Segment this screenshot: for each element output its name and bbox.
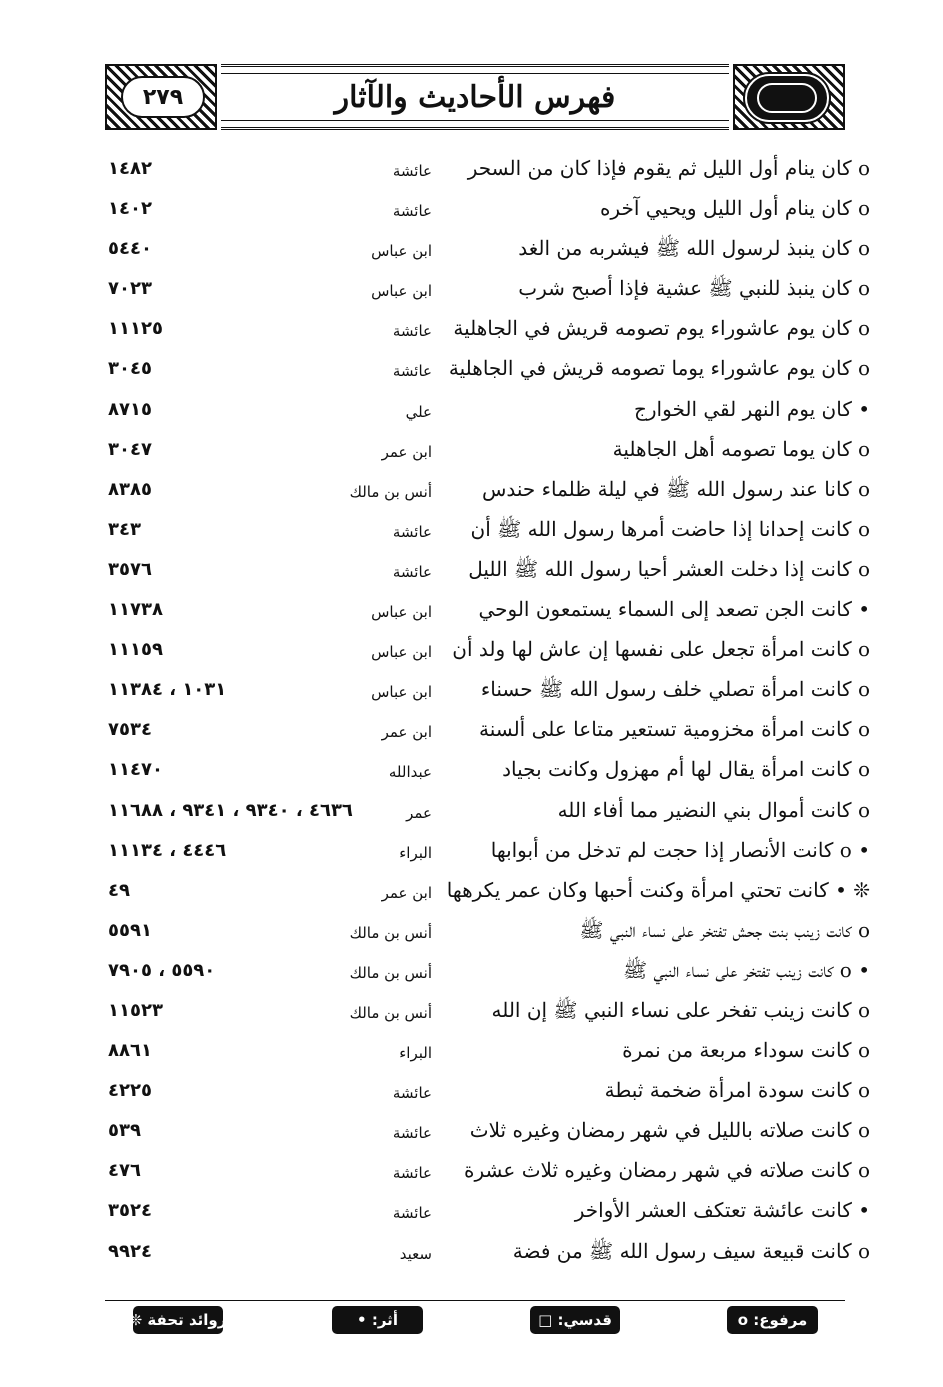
hadith-numbers: ٥٥٩٠ ، ٧٩٠٥ [108, 959, 216, 981]
list-item [100, 192, 870, 232]
list-item [100, 272, 870, 312]
hadith-text: o كانت سوداء مربعة من نمرة [622, 1038, 870, 1063]
list-item [100, 473, 870, 513]
narrator-name: أنس بن مالك [349, 482, 432, 501]
hadith-numbers: ٤٤٤٦ ، ١١١٣٤ [108, 839, 227, 861]
narrator-name: ابن عمر [381, 723, 432, 742]
narrator-name: علي [405, 402, 432, 421]
list-item [100, 673, 870, 713]
list-item [100, 753, 870, 793]
list-item [100, 713, 870, 753]
list-item [100, 994, 870, 1034]
hadith-numbers: ١١٧٣٨ [108, 599, 163, 621]
page-number: ٢٧٩ [121, 76, 205, 118]
hadith-text: o كانت زينب تفخر على نساء النبي ﷺ إن الله [491, 997, 870, 1022]
hadith-text: o كان يوما تصومه أهل الجاهلية [612, 436, 870, 461]
list-item [100, 1114, 870, 1154]
narrator-name: عائشة [392, 162, 432, 180]
hadith-numbers: ١١١٢٥ [108, 318, 163, 340]
hadith-text: ❊ • كانت تحتي امرأة وكنت أحبها وكان عمر يكرهها [446, 877, 870, 902]
narrator-name: عبدالله [388, 763, 432, 782]
narrator-name: سعيد [399, 1244, 432, 1263]
narrator-name: ابن عباس [371, 603, 432, 622]
hadith-text: o كانت امرأة تصلي خلف رسول الله ﷺ حسناء [480, 677, 870, 702]
hadith-numbers: ١١٤٧٠ [108, 759, 163, 781]
narrator-name: عائشة [392, 362, 432, 381]
narrator-name: أنس بن مالك [349, 963, 432, 982]
page-title: فهرس الأحاديث والآثار [334, 79, 616, 115]
hadith-numbers: ٤٧٦ [108, 1160, 141, 1182]
page-header [105, 64, 845, 132]
hadith-text: o كانا عند رسول الله ﷺ في ليلة ظلماء حندس [481, 476, 870, 501]
hadith-text: o كانت أموال بني النضير مما أفاء الله [557, 797, 870, 822]
hadith-text: o كانت امرأة تجعل على نفسها إن عاش لها ولد أن [452, 637, 870, 662]
hadith-numbers: ٣٥٧٦ [108, 558, 152, 580]
hadith-text: • كانت عائشة تعتكف العشر الأواخر [574, 1198, 870, 1223]
narrator-name: عائشة [392, 202, 432, 221]
hadith-numbers: ١٤٨٢ [108, 158, 152, 179]
narrator-name: ابن عباس [371, 242, 432, 261]
narrator-name: عائشة [392, 322, 432, 341]
hadith-text: o كان يوم عاشوراء يوما تصومه قريش في الجاهلية [448, 356, 870, 381]
hadith-text: o كانت قبيعة سيف رسول الله ﷺ من فضة [512, 1238, 870, 1263]
list-item [100, 513, 870, 553]
list-item [100, 232, 870, 272]
hadith-text: o كانت صلاته بالليل في شهر رمضان وغيره ثلاث [469, 1118, 870, 1143]
hadith-text: • كان يوم النهر لقي الخوارج [633, 396, 870, 421]
narrator-name: أنس بن مالك [349, 923, 432, 942]
hadith-text: o كانت سودة امرأة ضخمة ثبطة [604, 1078, 870, 1103]
emblem-inner-frame [757, 83, 817, 113]
list-item [100, 433, 870, 473]
list-item [100, 593, 870, 633]
legend-marfu: مرفوع: o [727, 1306, 818, 1334]
hadith-text: o كان ينام أول الليل ويحيي آخره [599, 196, 870, 221]
list-item [100, 312, 870, 352]
legend-athar: أثر: • [332, 1306, 423, 1334]
narrator-name: عائشة [392, 1084, 432, 1103]
narrator-name: عائشة [392, 1204, 432, 1223]
hadith-numbers: ١١١٥٩ [108, 639, 163, 661]
list-item [100, 954, 870, 994]
hadith-numbers: ٨٧١٥ [108, 398, 152, 420]
list-item [100, 393, 870, 433]
narrator-name: البراء [399, 1044, 432, 1063]
hadith-text: o كان ينام أول الليل ثم يقوم فإذا كان من السحر [467, 156, 870, 180]
hadith-text: o كانت صلاته في شهر رمضان وغيره ثلاث عشرة [464, 1158, 870, 1183]
hadith-text: o كان يوم عاشوراء يوم تصومه قريش في الجاهلية [453, 316, 870, 341]
hadith-text: o كانت زينب بنت جحش تفتخر على نساء النبي ﷺ [579, 917, 870, 942]
header-ornament-left [105, 64, 217, 130]
hadith-numbers: ٩٩٢٤ [108, 1240, 152, 1262]
hadith-numbers: ٥٥٩١ [108, 919, 152, 941]
header-title-band [221, 64, 729, 130]
narrator-name: ابن عمر [381, 442, 432, 461]
list-item [100, 1235, 870, 1275]
list-item [100, 1154, 870, 1194]
hadith-text: o كانت إحدانا إذا حاضت أمرها رسول الله ﷺ أن [470, 516, 870, 541]
hadith-numbers: ٤٢٢٥ [108, 1080, 152, 1102]
hadith-text: o كان ينبذ لرسول الله ﷺ فيشربه من الغد [518, 236, 870, 261]
hadith-numbers: ٣٤٣ [108, 518, 141, 540]
hadith-numbers: ٥٣٩ [108, 1120, 141, 1142]
list-item [100, 553, 870, 593]
hadith-numbers: ٣٠٤٧ [108, 438, 152, 460]
narrator-name: عائشة [392, 562, 432, 581]
narrator-name: عائشة [392, 1124, 432, 1143]
hadith-numbers: ٧٠٢٣ [108, 278, 152, 300]
list-item [100, 834, 870, 874]
narrator-name: ابن عباس [371, 643, 432, 662]
list-item [100, 914, 870, 954]
hadith-numbers: ٨٣٨٥ [108, 478, 152, 500]
narrator-name: ابن عمر [381, 883, 432, 902]
list-item [100, 1194, 870, 1234]
hadith-numbers: ٥٤٤٠ [108, 238, 152, 260]
hadith-text: • o كانت زينب تفتخر على نساء النبي ﷺ [623, 957, 870, 982]
list-item [100, 152, 870, 192]
list-item [100, 874, 870, 914]
narrator-name: عمر [406, 803, 432, 822]
hadith-numbers: ١٠٣١ ، ١١٣٨٤ [108, 679, 227, 701]
narrator-name: ابن عباس [371, 282, 432, 301]
hadith-numbers: ١٤٠٢ [108, 198, 152, 220]
hadith-text: • o كانت الأنصار إذا حجت لم تدخل من أبوابها [490, 837, 870, 862]
narrator-name: ابن عباس [371, 683, 432, 702]
hadith-text: o كانت امرأة مخزومية تستعير متاعا على ألسنة [478, 717, 870, 742]
hadith-numbers: ٣٥٢٤ [108, 1200, 152, 1222]
book-title-emblem-icon [745, 74, 829, 122]
narrator-name: عائشة [392, 1164, 432, 1183]
hadith-text: o كانت امرأة يقال لها أم مهزول وكانت بجياد [502, 757, 870, 782]
header-ornament-right [733, 64, 845, 130]
legend-zawaid-tuhfa: زوائد تحفة ❊ [133, 1306, 223, 1334]
hadith-text: o كانت إذا دخلت العشر أحيا رسول الله ﷺ الليل [468, 556, 870, 581]
narrator-name: عائشة [392, 522, 432, 541]
hadith-numbers: ٤٦٣٦ ، ٩٣٤٠ ، ٩٣٤١ ، ١١٦٨٨ [108, 799, 353, 821]
hadith-numbers: ١١٥٢٣ [108, 999, 163, 1021]
hadith-numbers: ٧٥٣٤ [108, 719, 152, 741]
footer-divider [105, 1300, 845, 1301]
narrator-name: أنس بن مالك [349, 1003, 432, 1022]
list-item [100, 352, 870, 392]
legend-qudsi: قدسي: □ [530, 1306, 620, 1334]
list-item [100, 794, 870, 834]
hadith-numbers: ٣٠٤٥ [108, 358, 152, 380]
hadith-text: • كانت الجن تصعد إلى السماء يستمعون الوحي [478, 597, 870, 622]
hadith-numbers: ٤٩ [108, 879, 130, 901]
list-item [100, 1074, 870, 1114]
list-item [100, 1034, 870, 1074]
narrator-name: البراء [399, 843, 432, 862]
hadith-numbers: ٨٨٦١ [108, 1040, 152, 1062]
list-item [100, 633, 870, 673]
hadith-text: o كان ينبذ للنبي ﷺ عشية فإذا أصبح شرب [518, 276, 870, 301]
hadith-index-list [100, 152, 870, 1275]
